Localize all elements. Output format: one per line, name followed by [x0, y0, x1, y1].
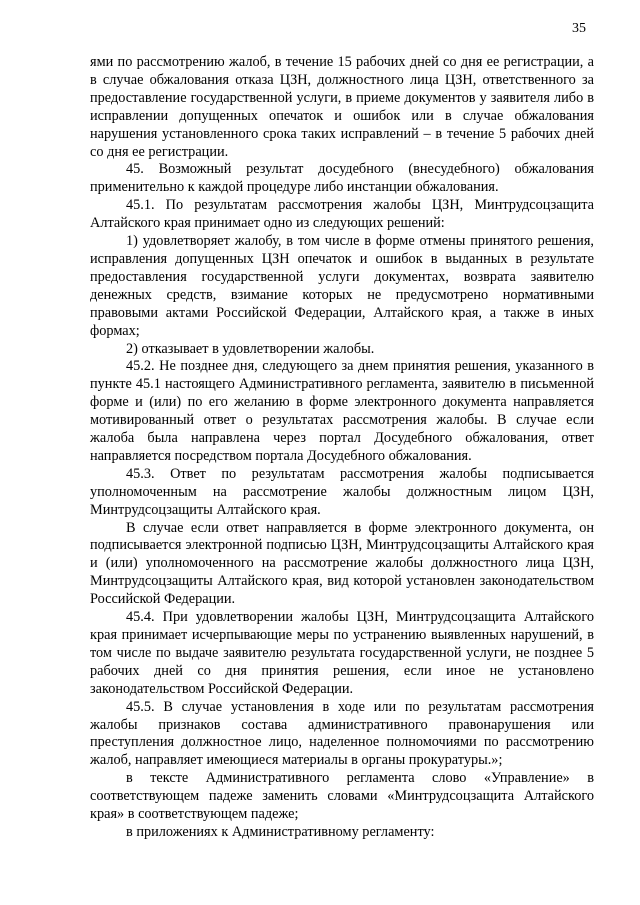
paragraph-45-2: 45.2. Не позднее дня, следующего за днем принятия решения, указанного в пункте 45.1 настоящего Административного регламента, заявителю в письменной форме и (или) по его желанию в форме электронного документа направляется мотивированный ответ о результатах рассмотрения жалобы. В случае если жалоба была направлена через портал Досудебного обжалования, ответ направляется посредством портала Досудебного обжалования.: [90, 358, 594, 464]
page-number: 35: [572, 21, 586, 36]
paragraph-45-4: 45.4. При удовлетворении жалобы ЦЗН, Минтрудсоцзащита Алтайского края принимает исчерпывающие меры по устранению выявленных нарушений, в том числе по выдаче заявителю результата государственной услуги, не позднее 5 рабочих дней со дня принятия решения, если иное не установлено законодательством Российской Федерации.: [90, 609, 594, 697]
paragraph-45-1-item-2: 2) отказывает в удовлетворении жалобы.: [126, 340, 375, 357]
document-body: [90, 54, 594, 842]
paragraph-45-3-electronic: В случае если ответ направляется в форме электронного документа, он подписывается электронной подписью ЦЗН, Минтрудсоцзащиты Алтайского края и (или) уполномоченного на рассмотрение жалобы должностного лица ЦЗН, Минтрудсоцзащиты Алтайского края, вид которой установлен законодательством Российской Федерации.: [90, 519, 594, 608]
paragraph-continuation: ями по рассмотрению жалоб, в течение 15 рабочих дней со дня ее регистрации, а в случае обжалования отказа ЦЗН, должностного лица ЦЗН, ответственного за предоставление государственной услуги, в приеме документов у заявителя либо в исправлении допущенных опечаток и ошибок или в случае обжалования нарушения установленного срока таких исправлений – в течение 5 рабочих дней со дня ее регистрации.: [90, 54, 594, 160]
paragraph-45: 45. Возможный результат досудебного (внесудебного) обжалования применительно к каждой процедуре либо инстанции обжалования.: [90, 161, 594, 196]
paragraph-45-1-item-1: 1) удовлетворяет жалобу, в том числе в форме отмены принятого решения, исправления допущенных ЦЗН опечаток и ошибок в выданных в результате предоставления государственной услуги документах, возврата заявителю денежных средств, взимание которых не предусмотрено нормативными правовыми актами Российской Федерации, Алтайского края, а также в иных формах;: [90, 233, 594, 339]
paragraph-appendices: в приложениях к Административному регламенту:: [126, 823, 435, 840]
paragraph-replace-term: в тексте Административного регламента слово «Управление» в соответствующем падеже заменить словами «Минтрудсоцзащита Алтайского края» в соответствующем падеже;: [90, 770, 594, 823]
paragraph-45-1: 45.1. По результатам рассмотрения жалобы ЦЗН, Минтрудсоцзащита Алтайского края принимает одно из следующих решений:: [90, 197, 594, 232]
paragraph-45-5: 45.5. В случае установления в ходе или по результатам рассмотрения жалобы признаков состава административного правонарушения или преступления должностное лицо, наделенное полномочиями по рассмотрению жалоб, направляет имеющиеся материалы в органы прокуратуры.»;: [90, 698, 594, 769]
paragraph-45-3: 45.3. Ответ по результатам рассмотрения жалобы подписывается уполномоченным на рассмотрение жалобы должностным лицом ЦЗН, Минтрудсоцзащиты Алтайского края.: [90, 465, 594, 518]
